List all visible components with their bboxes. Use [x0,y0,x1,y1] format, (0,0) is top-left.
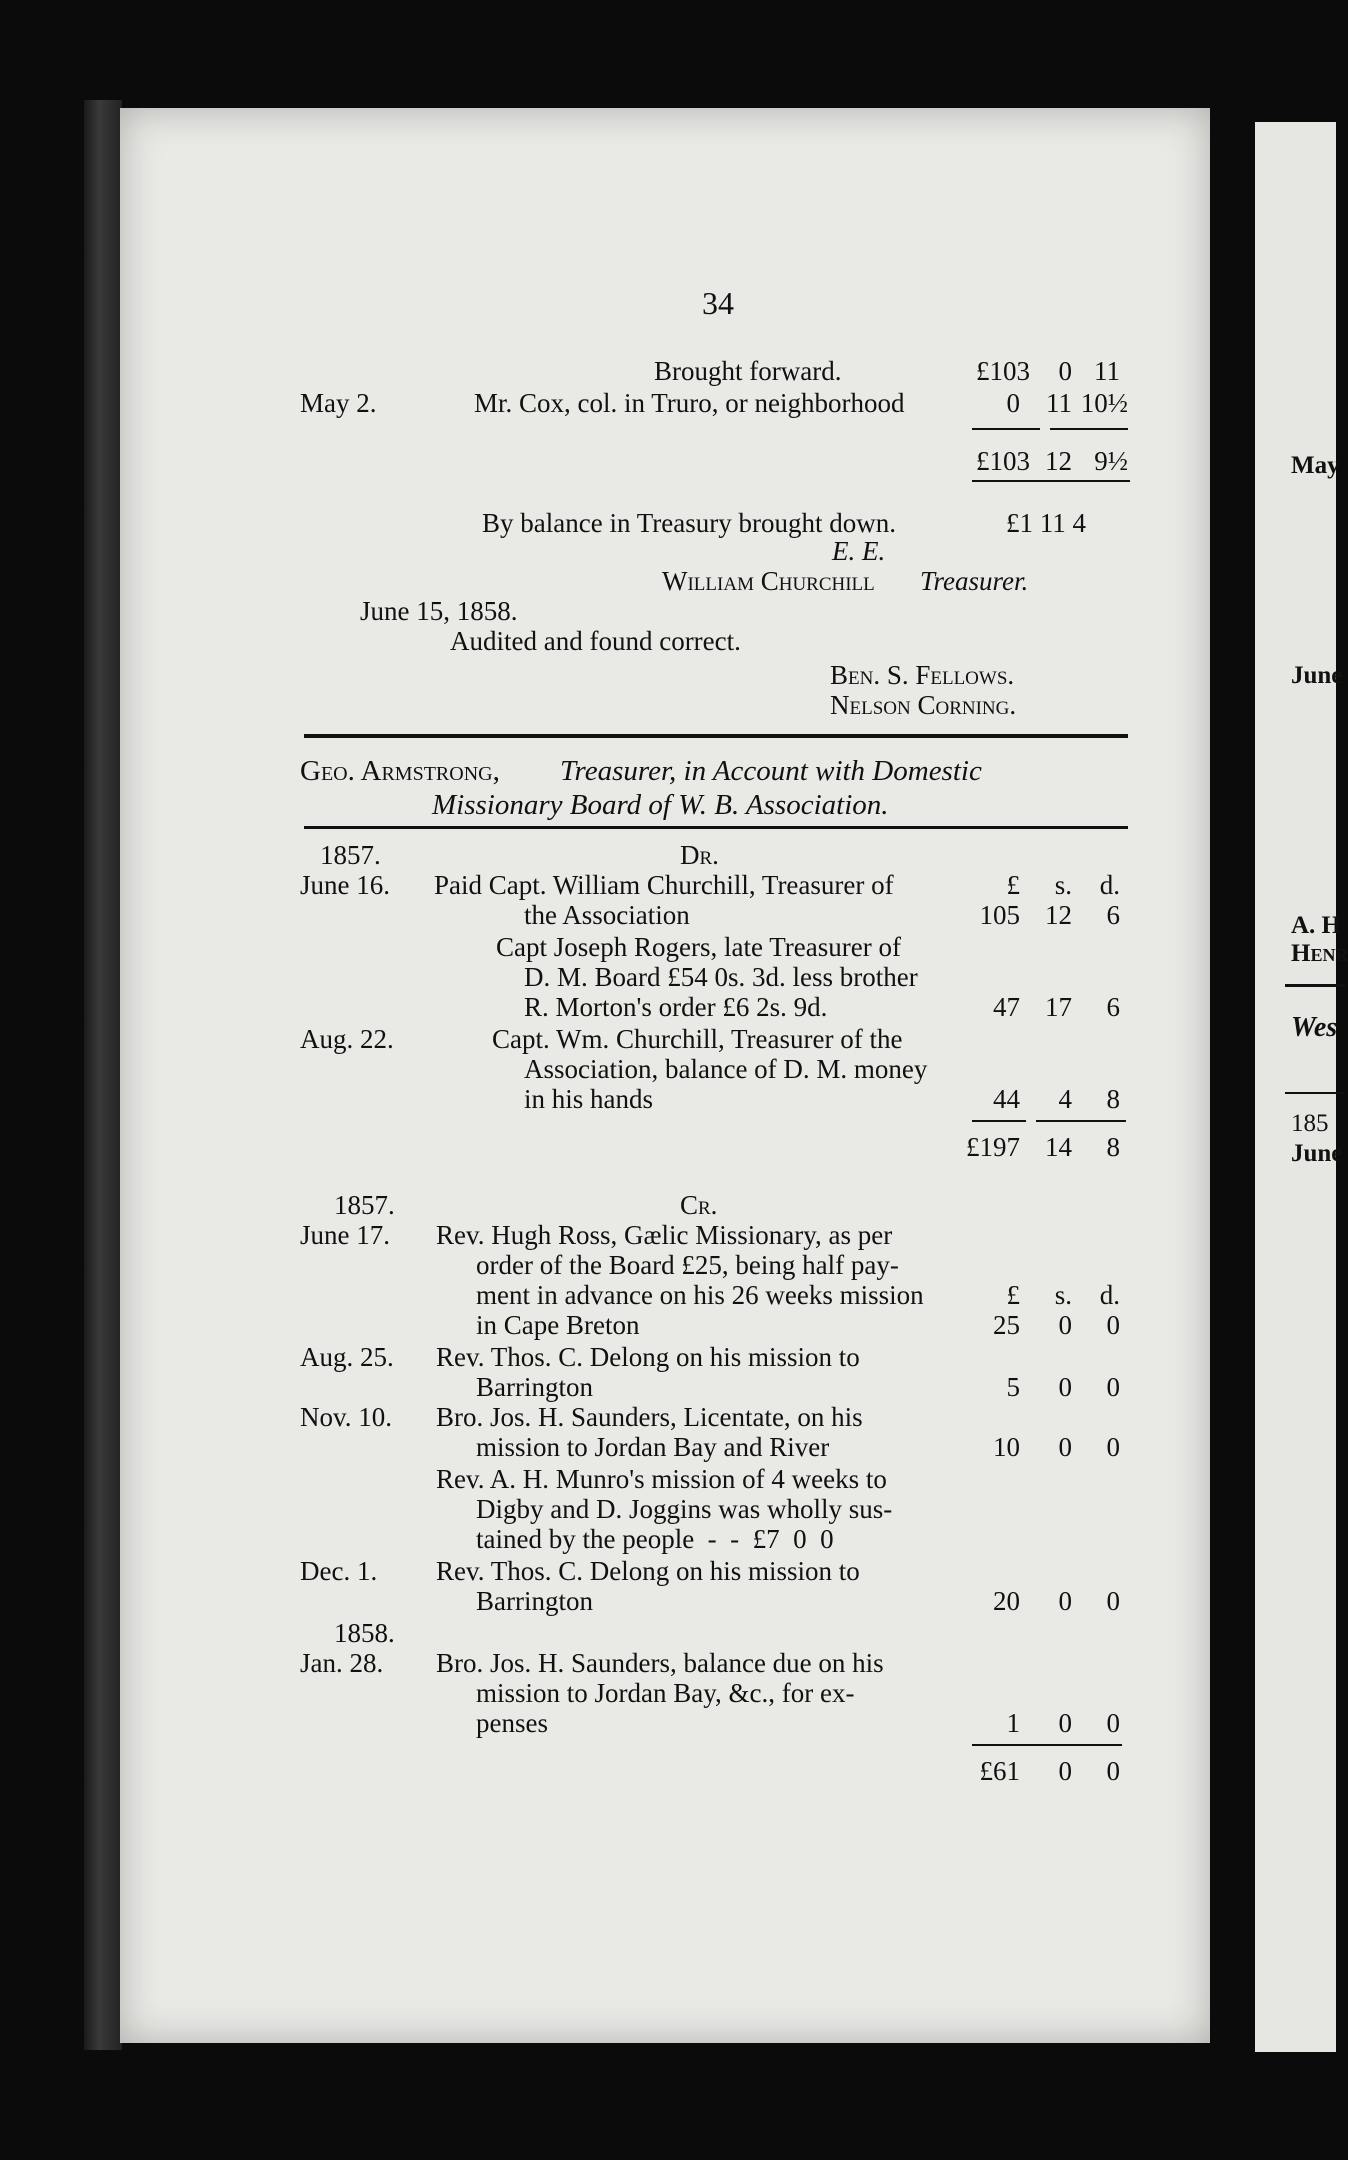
cr-entry-4-line: Rev. A. H. Munro's mission of 4 weeks to [436,1464,887,1494]
dr-entry-3-pounds: 44 [993,1084,1020,1114]
left-page [120,108,1210,2043]
cr-entry-4-line: Digby and D. Joggins was wholly sus- [476,1494,893,1524]
cr-entry-2-pounds: 5 [1006,1372,1020,1402]
dr-pence-header: d. [1099,870,1120,900]
right-page-fragment: May [1291,452,1340,479]
brought-forward-pence: 11 [1094,356,1120,386]
cr-entry-1-line: Rev. Hugh Ross, Gælic Missionary, as per [436,1220,893,1250]
heading-rule [304,826,1128,829]
cr-entry-6-line: mission to Jordan Bay, &c., for ex- [476,1678,855,1708]
cr-entry-3-line: mission to Jordan Bay and River [476,1432,830,1462]
date-line: June 15, 1858. [360,596,518,626]
audited-line: Audited and found correct. [450,626,741,656]
cr-entry-3-line: Bro. Jos. H. Saunders, Licentate, on his [436,1402,863,1432]
cr-entry-5-shillings: 0 [1058,1586,1072,1616]
page-number: 34 [702,285,734,321]
dr-label: Dr. [680,840,719,870]
dr-entry-1-pence: 6 [1106,900,1120,930]
right-page-rule [1285,1092,1345,1094]
cr-total-shillings: 0 [1058,1756,1072,1786]
cr-entry-2-date: Aug. 25. [300,1342,394,1372]
cox-entry-shillings: 11 [1046,388,1072,418]
dr-entry-1-date: June 16. [300,870,390,900]
dr-entry-1-shillings: 12 [1045,900,1072,930]
dr-entry-3-line: Capt. Wm. Churchill, Treasurer of the [492,1024,903,1054]
brought-forward-label: Brought forward. [654,356,842,386]
cr-entry-1-line: order of the Board £25, being half pay- [476,1250,899,1280]
dr-total-pounds: £197 [966,1132,1020,1162]
cr-entry-3-pounds: 10 [993,1432,1020,1462]
right-page-fragment: June [1291,662,1343,689]
cr-year: 1857. [334,1190,395,1220]
cr-entry-2-line: Barrington [476,1372,593,1402]
section-rule [304,734,1128,738]
cr-entry-6-shillings: 0 [1058,1708,1072,1738]
cr-entry-3-shillings: 0 [1058,1432,1072,1462]
cox-entry-text: Mr. Cox, col. in Truro, or neighborhood [474,388,905,418]
account-heading-line1: Treasurer, in Account with Domestic [560,755,982,787]
cr-entry-1-line: in Cape Breton [476,1310,640,1340]
cox-entry-pounds: 0 [1006,388,1020,418]
cr-shilling-header: s. [1054,1280,1072,1310]
cr-pound-header: £ [1006,1280,1020,1310]
cr-entry-6-line: Bro. Jos. H. Saunders, balance due on his [436,1648,884,1678]
right-page-fragment: Wes [1291,1012,1338,1043]
cr-total-pence: 0 [1106,1756,1120,1786]
dr-entry-3-line: in his hands [524,1084,654,1114]
auditor-2: Nelson Corning. [830,690,1017,720]
cr-entry-3-pence: 0 [1106,1432,1120,1462]
right-page-fragment: Henr [1291,940,1348,967]
balance-amount: £1 11 4 [1006,508,1086,538]
cr-entry-1-pence: 0 [1106,1310,1120,1340]
balance-text: By balance in Treasury brought down. [482,508,896,538]
cr-entry-6-line: penses [476,1708,548,1738]
total-rule [972,480,1130,482]
book-spine [84,100,122,2050]
cr-entry-4-line: tained by the people - - £7 0 0 [476,1524,834,1554]
top-total-pounds: £103 [976,446,1030,476]
cr-entry-3-date: Nov. 10. [300,1402,392,1432]
dr-year: 1857. [320,840,381,870]
sum-rule-1 [972,428,1040,430]
dr-sum-rule-1 [972,1120,1026,1122]
dr-entry-2-pence: 6 [1106,992,1120,1022]
dr-entry-1-pounds: 105 [979,900,1020,930]
cr-entry-1-date: June 17. [300,1220,390,1250]
dr-total-pence: 8 [1106,1132,1120,1162]
cr-entry-1-line: ment in advance on his 26 weeks mission [476,1280,924,1310]
right-page-edge [1255,122,1348,2052]
dr-entry-3-date: Aug. 22. [300,1024,394,1054]
cr-entry-6-pence: 0 [1106,1708,1120,1738]
cr-total-pounds: £61 [979,1756,1020,1786]
account-heading-name: Geo. Armstrong, [300,755,500,787]
dr-entry-3-shillings: 4 [1058,1084,1072,1114]
cr-entry-5-pounds: 20 [993,1586,1020,1616]
account-heading-line2: Missionary Board of W. B. Association. [432,789,889,821]
right-page-rule [1285,984,1345,987]
cr-entry-2-line: Rev. Thos. C. Delong on his mission to [436,1342,860,1372]
cr-sum-rule [972,1744,1122,1746]
dr-entry-3-pence: 8 [1106,1084,1120,1114]
cr-entry-2-shillings: 0 [1058,1372,1072,1402]
dr-entry-1-line: Paid Capt. William Churchill, Treasurer of [434,870,894,900]
cr-entry-5-line: Rev. Thos. C. Delong on his mission to [436,1556,860,1586]
cr-entry-1-pounds: 25 [993,1310,1020,1340]
cr-year-1858: 1858. [334,1618,395,1648]
brought-forward-pounds: £103 [976,356,1030,386]
cr-pence-header: d. [1099,1280,1120,1310]
cr-entry-6-date: Jan. 28. [300,1648,384,1678]
treasurer-title: Treasurer. [920,566,1029,596]
sum-rule-2 [1050,428,1128,430]
treasurer-name: William Churchill [662,566,875,596]
right-page-fragment: June [1291,1140,1343,1167]
dr-shilling-header: s. [1054,870,1072,900]
cr-entry-1-shillings: 0 [1058,1310,1072,1340]
dr-entry-3-line: Association, balance of D. M. money [524,1054,928,1084]
top-total-shillings: 12 [1045,446,1072,476]
cr-entry-2-pence: 0 [1106,1372,1120,1402]
cox-entry-date: May 2. [300,388,377,418]
cr-entry-6-pounds: 1 [1006,1708,1020,1738]
right-page-fragment: A. H [1291,912,1341,939]
top-total-pence: 9½ [1094,446,1128,476]
cr-entry-5-line: Barrington [476,1586,593,1616]
auditor-1: Ben. S. Fellows. [830,660,1015,690]
dr-entry-1-line: the Association [524,900,690,930]
cox-entry-pence: 10½ [1080,388,1128,418]
dr-pound-header: £ [1006,870,1020,900]
dr-sum-rule-2 [1036,1120,1126,1122]
dr-entry-2-pounds: 47 [993,992,1020,1022]
cr-label: Cr. [680,1190,718,1220]
brought-forward-shillings: 0 [1058,356,1072,386]
dr-entry-2-line: R. Morton's order £6 2s. 9d. [524,992,828,1022]
dr-total-shillings: 14 [1045,1132,1072,1162]
ee-initials: E. E. [832,536,886,566]
dr-entry-2-line: Capt Joseph Rogers, late Treasurer of [496,932,901,962]
cr-entry-5-pence: 0 [1106,1586,1120,1616]
right-page-fragment: 185 [1291,1110,1329,1137]
dr-entry-2-line: D. M. Board £54 0s. 3d. less brother [524,962,918,992]
cr-entry-5-date: Dec. 1. [300,1556,378,1586]
dr-entry-2-shillings: 17 [1045,992,1072,1022]
